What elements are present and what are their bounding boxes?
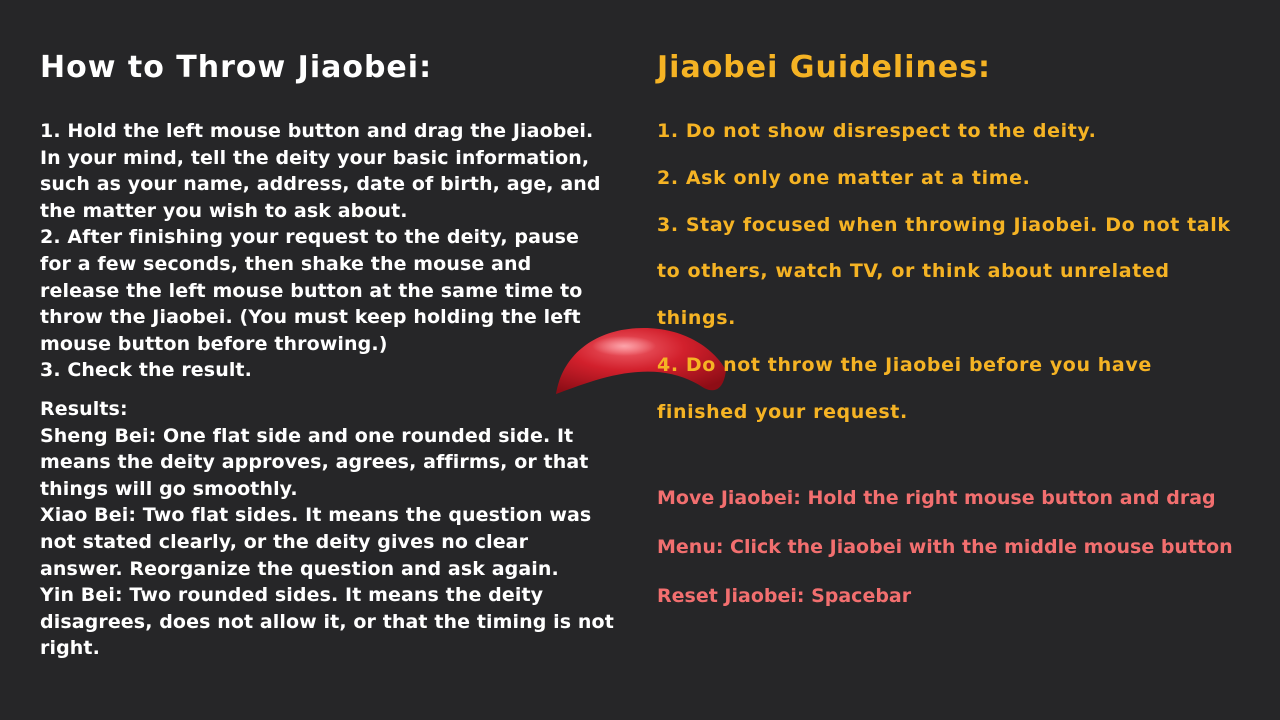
guideline-line: 2. Ask only one matter at a time. xyxy=(657,166,1031,189)
guideline-line: things. xyxy=(657,307,736,330)
guideline-line: 4. Do not throw the Jiaobei before you have xyxy=(657,353,1152,376)
instruction-steps xyxy=(40,118,620,384)
results-heading: Results: xyxy=(40,397,128,420)
how-to-title: How to Throw Jiaobei: xyxy=(40,50,433,85)
instruction-line: 2. After finishing your request to the deity, pause xyxy=(40,226,580,249)
results-line: not stated clearly, or the deity gives no clear xyxy=(40,530,529,553)
results-line: Xiao Bei: Two flat sides. It means the question was xyxy=(40,504,592,527)
results-line: disagrees, does not allow it, or that the timing is not xyxy=(40,610,614,633)
controls-list xyxy=(657,474,1267,621)
instruction-line: such as your name, address, date of birth, age, and xyxy=(40,173,601,196)
control-reset-jiaobei: Reset Jiaobei: Spacebar xyxy=(657,584,912,607)
guideline-line: 3. Stay focused when throwing Jiaobei. Do not talk xyxy=(657,213,1231,236)
control-menu: Menu: Click the Jiaobei with the middle mouse button xyxy=(657,535,1233,558)
results-line: right. xyxy=(40,637,100,660)
instruction-line: 3. Check the result. xyxy=(40,359,252,382)
guidelines-panel xyxy=(657,48,1267,621)
instruction-line: 1. Hold the left mouse button and drag the Jiaobei. xyxy=(40,120,594,142)
guidelines-list xyxy=(657,108,1267,436)
instruction-line: throw the Jiaobei. (You must keep holding the left xyxy=(40,306,581,329)
instruction-line: mouse button before throwing.) xyxy=(40,332,388,355)
results-line: Yin Bei: Two rounded sides. It means the deity xyxy=(40,584,544,607)
guideline-line: to others, watch TV, or think about unrelated xyxy=(657,260,1170,283)
results-line: Sheng Bei: One flat side and one rounded side. It xyxy=(40,424,574,447)
instruction-line: the matter you wish to ask about. xyxy=(40,199,408,222)
how-to-panel xyxy=(40,48,620,662)
results-line: things will go smoothly. xyxy=(40,477,298,500)
guidelines-title: Jiaobei Guidelines: xyxy=(657,50,992,85)
results-section xyxy=(40,396,620,662)
instruction-line: for a few seconds, then shake the mouse and xyxy=(40,252,532,275)
instruction-line: release the left mouse button at the same time to xyxy=(40,279,583,302)
control-move-jiaobei: Move Jiaobei: Hold the right mouse button and drag xyxy=(657,486,1216,509)
results-line: means the deity approves, agrees, affirms, or that xyxy=(40,451,589,474)
guideline-line: 1. Do not show disrespect to the deity. xyxy=(657,120,1097,142)
guideline-line: finished your request. xyxy=(657,400,908,423)
results-line: answer. Reorganize the question and ask again. xyxy=(40,557,559,580)
instruction-line: In your mind, tell the deity your basic information, xyxy=(40,146,590,169)
